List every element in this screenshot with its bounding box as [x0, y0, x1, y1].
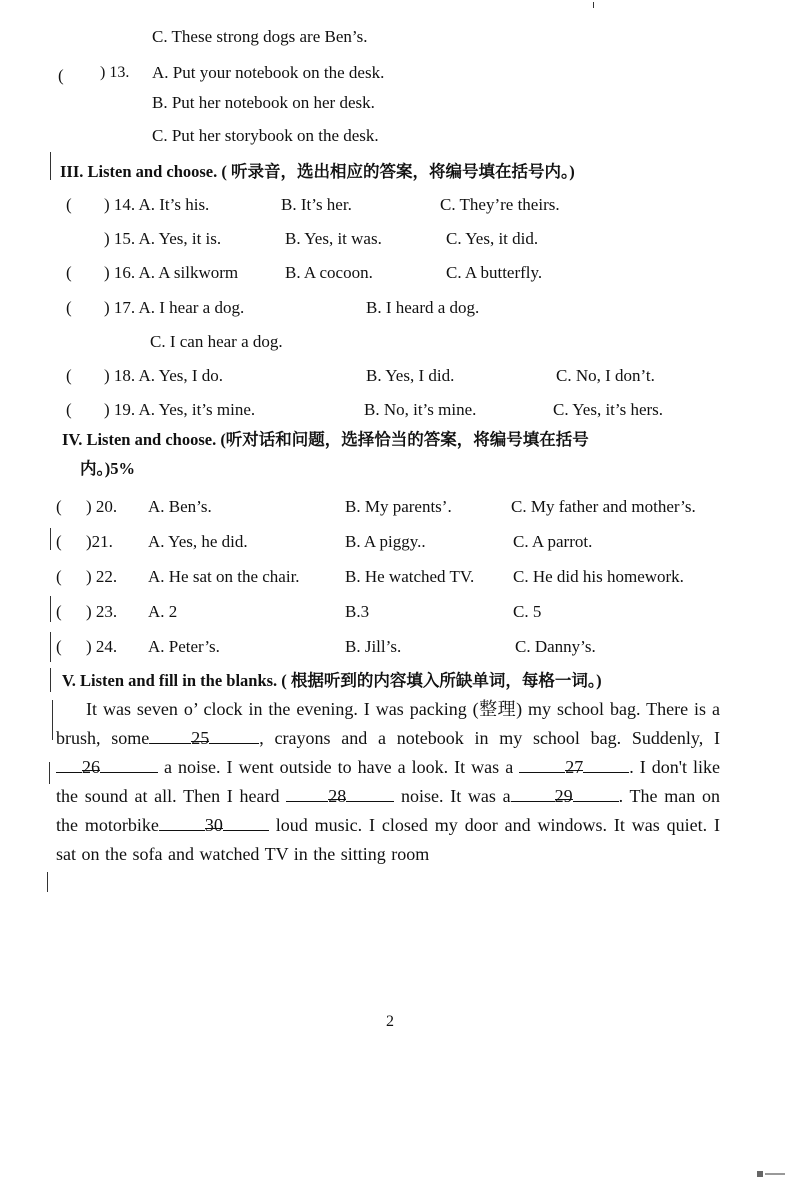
- blank-27-number: 27: [565, 753, 583, 771]
- passage-text: a noise. I went outside to have a look. It was a: [164, 757, 514, 777]
- section-5-title: V. Listen and fill in the blanks. ( 根据听到的内容填入所缺单词，每格一词。): [62, 671, 602, 690]
- q19-option-b: B. No, it’s mine.: [364, 400, 477, 419]
- q24-option-c: C. Danny’s.: [515, 637, 596, 656]
- section-4-title: IV. Listen and choose. (听对话和问题，选择恰当的答案，将编号填在括号: [62, 430, 589, 449]
- q22-number: ) 22.: [86, 567, 118, 586]
- q17-option-c: C. I can hear a dog.: [150, 332, 283, 351]
- q24-number: ) 24.: [86, 637, 118, 656]
- q16-option-a: ) 16. A. A silkworm: [104, 263, 239, 282]
- q13-option-b: B. Put her notebook on her desk.: [152, 93, 375, 112]
- blank-29-number: 29: [555, 782, 573, 800]
- q21-number: )21.: [86, 532, 113, 551]
- q23-option-b: B.3: [345, 602, 370, 621]
- blank-27[interactable]: [519, 757, 629, 777]
- passage-text: noise. It was a: [400, 786, 511, 806]
- q21-option-c: C. A parrot.: [513, 532, 593, 551]
- scan-mark: [50, 528, 51, 550]
- q15-option-a: ) 15. A. Yes, it is.: [104, 229, 222, 248]
- blank-25[interactable]: [149, 728, 259, 748]
- q14-option-b: B. It’s her.: [281, 195, 352, 214]
- q20-option-c: C. My father and mother’s.: [511, 497, 696, 516]
- q24-answer-paren[interactable]: (: [56, 637, 62, 656]
- q14-answer-paren[interactable]: (: [66, 195, 72, 214]
- passage-text: . The man on the motorbike: [56, 786, 720, 835]
- scan-mark: [50, 668, 51, 692]
- q24-option-b: B. Jill’s.: [345, 637, 402, 656]
- scan-mark: [50, 596, 51, 622]
- q21-answer-paren[interactable]: (: [56, 532, 62, 551]
- section-3-title: III. Listen and choose. ( 听录音，选出相应的答案，将编号填在括号内。): [60, 162, 575, 181]
- cloze-passage: [56, 695, 720, 869]
- blank-26-number: 26: [82, 753, 100, 771]
- scanner-watermark-icon: [757, 1170, 787, 1178]
- blank-30-number: 30: [205, 811, 223, 829]
- q19-option-a: ) 19. A. Yes, it’s mine.: [104, 400, 256, 419]
- q17-option-b: B. I heard a dog.: [366, 298, 480, 317]
- q23-number: ) 23.: [86, 602, 118, 621]
- q24-option-a: A. Peter’s.: [148, 637, 220, 656]
- blank-25-number: 25: [191, 724, 209, 742]
- q15-option-c: C. Yes, it did.: [446, 229, 539, 248]
- passage-text: . I don't like the sound at all. Then I heard: [56, 757, 721, 806]
- q22-option-c: C. He did his homework.: [513, 567, 684, 586]
- q23-answer-paren[interactable]: (: [56, 602, 62, 621]
- blank-28[interactable]: [286, 786, 394, 806]
- q18-option-c: C. No, I don’t.: [556, 366, 655, 385]
- section-4-title-cont: 内。)5%: [80, 459, 135, 478]
- passage-text: It was seven o’ clock in the evening. I was packing (整理) my school bag. There is a brush, some: [56, 699, 720, 748]
- q20-option-a: A. Ben’s.: [148, 497, 212, 516]
- q13-option-a: A. Put your notebook on the desk.: [152, 63, 385, 82]
- q19-answer-paren[interactable]: (: [66, 400, 72, 419]
- passage-text: loud music. I closed my door and windows. It was quiet. I sat on the sofa and watched TV in the sitting room: [56, 815, 720, 864]
- scan-mark: [52, 700, 53, 740]
- q21-option-a: A. Yes, he did.: [148, 532, 248, 551]
- q20-answer-paren[interactable]: (: [56, 497, 62, 516]
- scan-mark: [47, 872, 48, 892]
- q13-answer-paren[interactable]: (: [58, 66, 64, 85]
- q21-option-b: B. A piggy..: [345, 532, 426, 551]
- q20-number: ) 20.: [86, 497, 118, 516]
- q22-option-b: B. He watched TV.: [345, 567, 475, 586]
- q18-answer-paren[interactable]: (: [66, 366, 72, 385]
- scan-mark: [50, 632, 51, 662]
- page-number: 2: [386, 1013, 394, 1030]
- q16-answer-paren[interactable]: (: [66, 263, 72, 282]
- scan-mark: [50, 152, 51, 180]
- q20-option-b: B. My parents’.: [345, 497, 452, 516]
- q22-option-a: A. He sat on the chair.: [148, 567, 300, 586]
- q17-option-a: ) 17. A. I hear a dog.: [104, 298, 245, 317]
- q23-option-a: A. 2: [148, 602, 178, 621]
- q18-option-b: B. Yes, I did.: [366, 366, 455, 385]
- q12-option-c: C. These strong dogs are Ben’s.: [152, 27, 368, 46]
- q17-answer-paren[interactable]: (: [66, 298, 72, 317]
- q19-option-c: C. Yes, it’s hers.: [553, 400, 664, 419]
- blank-26[interactable]: [56, 757, 158, 777]
- q13-option-c: C. Put her storybook on the desk.: [152, 126, 379, 145]
- blank-28-number: 28: [328, 782, 346, 800]
- q14-option-c: C. They’re theirs.: [440, 195, 560, 214]
- q18-option-a: ) 18. A. Yes, I do.: [104, 366, 224, 385]
- scan-mark: [49, 762, 50, 784]
- passage-text: , crayons and a notebook in my school bag. Suddenly, I: [259, 728, 720, 748]
- blank-30[interactable]: [159, 815, 269, 835]
- blank-29[interactable]: [511, 786, 619, 806]
- q13-number: ) 13.: [100, 64, 130, 81]
- q16-option-c: C. A butterfly.: [446, 263, 543, 282]
- q14-option-a: ) 14. A. It’s his.: [104, 195, 210, 214]
- scan-mark: [593, 2, 594, 8]
- q15-option-b: B. Yes, it was.: [285, 229, 382, 248]
- q22-answer-paren[interactable]: (: [56, 567, 62, 586]
- q23-option-c: C. 5: [513, 602, 542, 621]
- q16-option-b: B. A cocoon.: [285, 263, 373, 282]
